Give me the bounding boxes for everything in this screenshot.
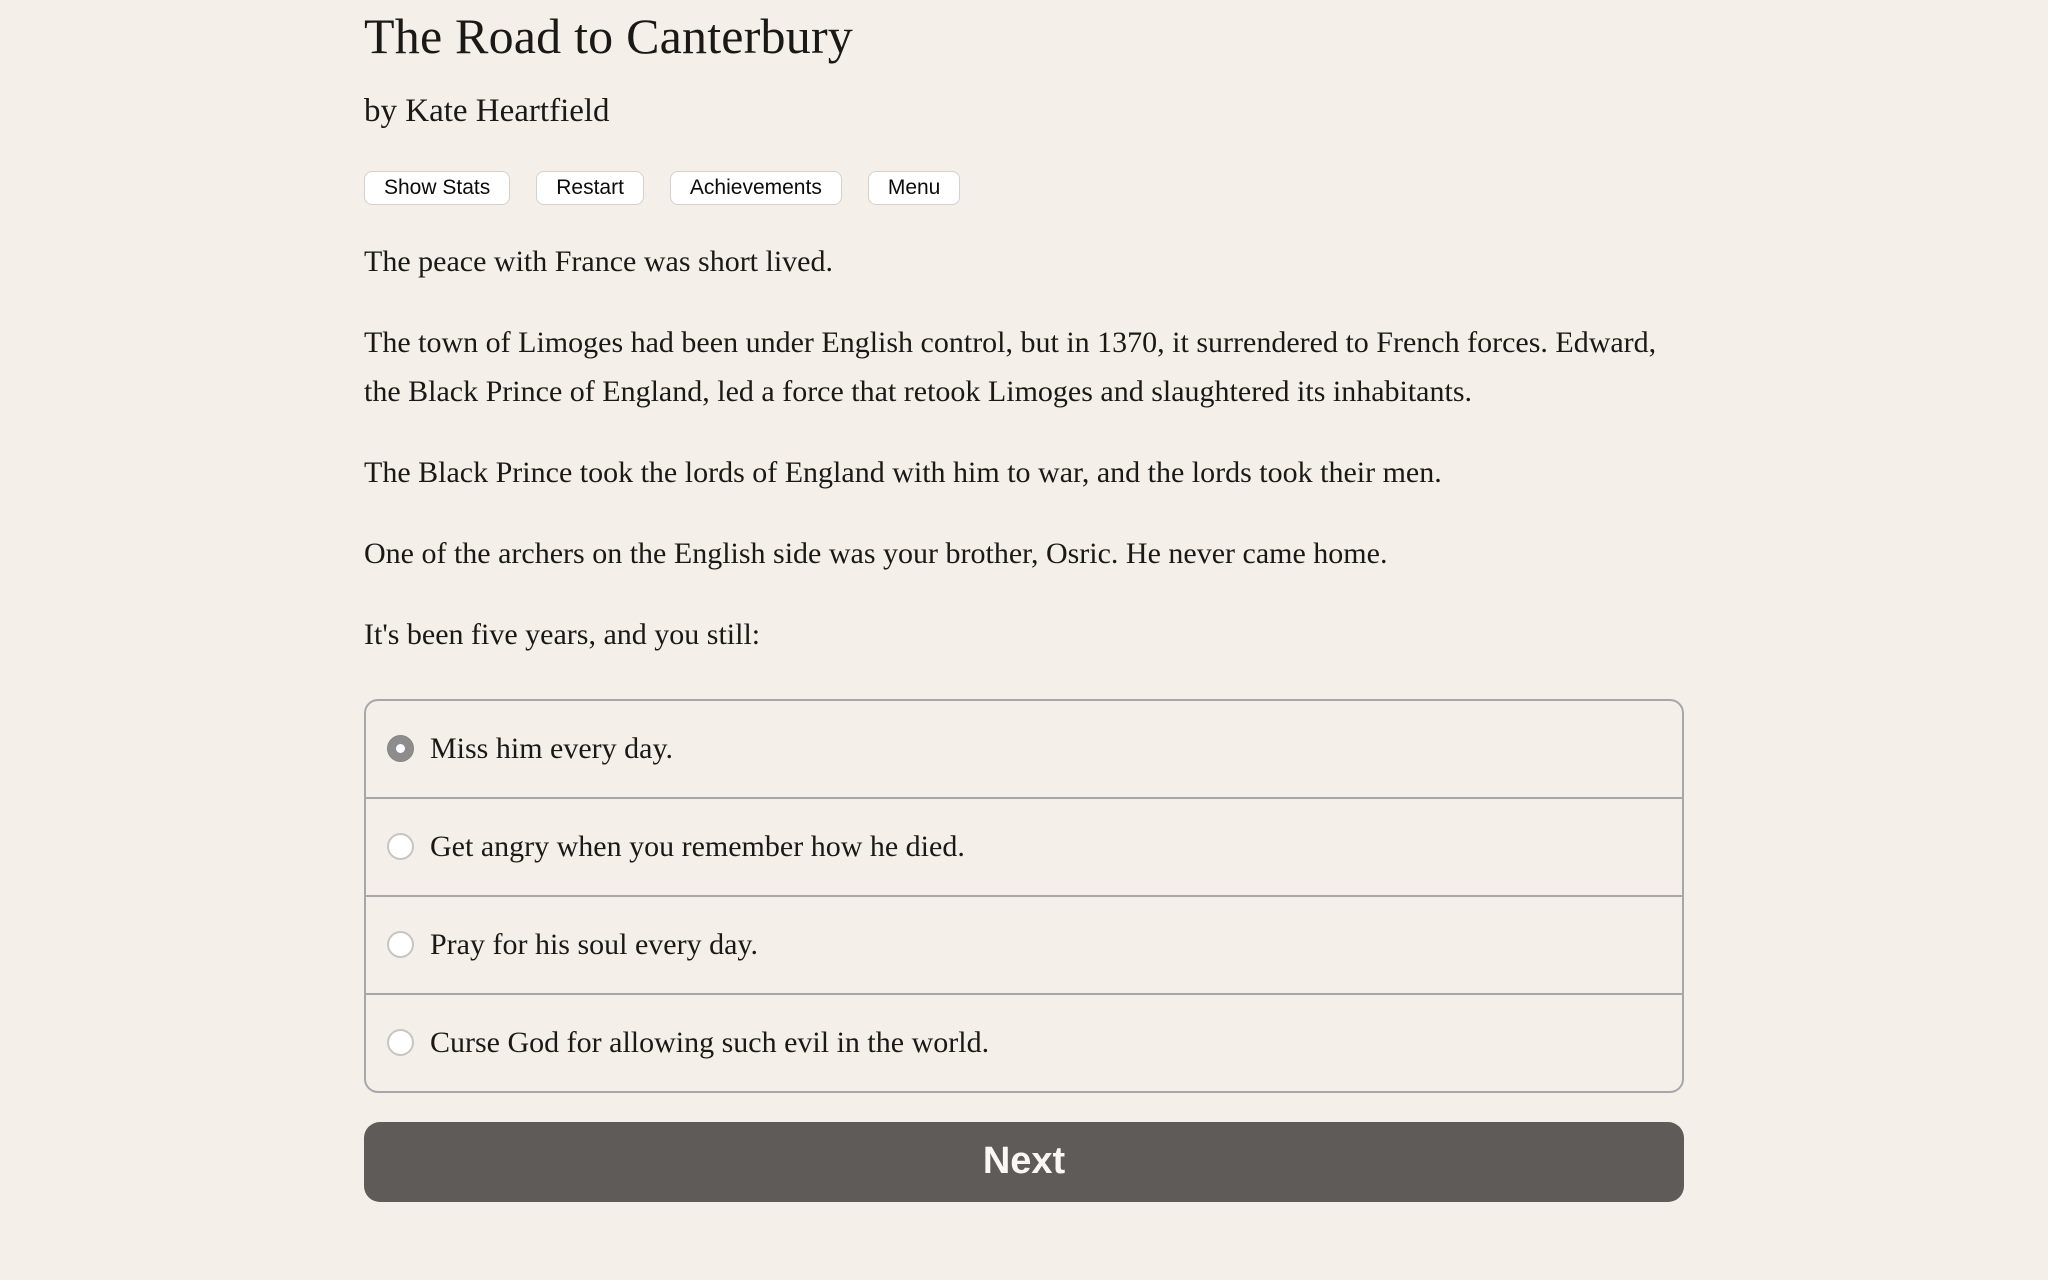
choice-option[interactable]: [366, 895, 1682, 993]
choice-option-label: Get angry when you remember how he died.: [430, 829, 965, 863]
choice-list: [364, 699, 1684, 1093]
radio-icon[interactable]: [387, 735, 414, 762]
choice-option-label: Curse God for allowing such evil in the world.: [430, 1025, 990, 1059]
achievements-button[interactable]: Achievements: [670, 171, 842, 205]
next-button[interactable]: Next: [364, 1122, 1684, 1202]
story-paragraph: One of the archers on the English side was your brother, Osric. He never came home.: [364, 536, 1388, 570]
show-stats-button[interactable]: Show Stats: [364, 171, 510, 205]
choice-option[interactable]: [366, 797, 1682, 895]
radio-icon[interactable]: [387, 931, 414, 958]
choice-option-label: Pray for his soul every day.: [430, 927, 758, 961]
page-title: The Road to Canterbury: [364, 8, 853, 64]
restart-button[interactable]: Restart: [536, 171, 644, 205]
byline: by Kate Heartfield: [364, 93, 610, 129]
menu-button[interactable]: Menu: [868, 171, 961, 205]
radio-icon[interactable]: [387, 833, 414, 860]
radio-icon[interactable]: [387, 1029, 414, 1056]
choice-option[interactable]: [366, 993, 1682, 1091]
story-paragraph: The peace with France was short lived.: [364, 244, 833, 278]
choice-option-label: Miss him every day.: [430, 731, 674, 765]
choice-option[interactable]: [366, 701, 1682, 797]
story-text: [364, 237, 1669, 659]
story-paragraph: The Black Prince took the lords of England with him to war, and the lords took their men.: [364, 455, 1442, 489]
toolbar: [364, 171, 1684, 205]
game-page: [364, 0, 1684, 1202]
story-paragraph: It's been five years, and you still:: [364, 617, 761, 651]
story-paragraph: The town of Limoges had been under English control, but in 1370, it surrendered to French forces. Edward, the Black Prince of England, led a force that retook Limoges and slaughtered its inhabitants.: [364, 325, 1657, 408]
